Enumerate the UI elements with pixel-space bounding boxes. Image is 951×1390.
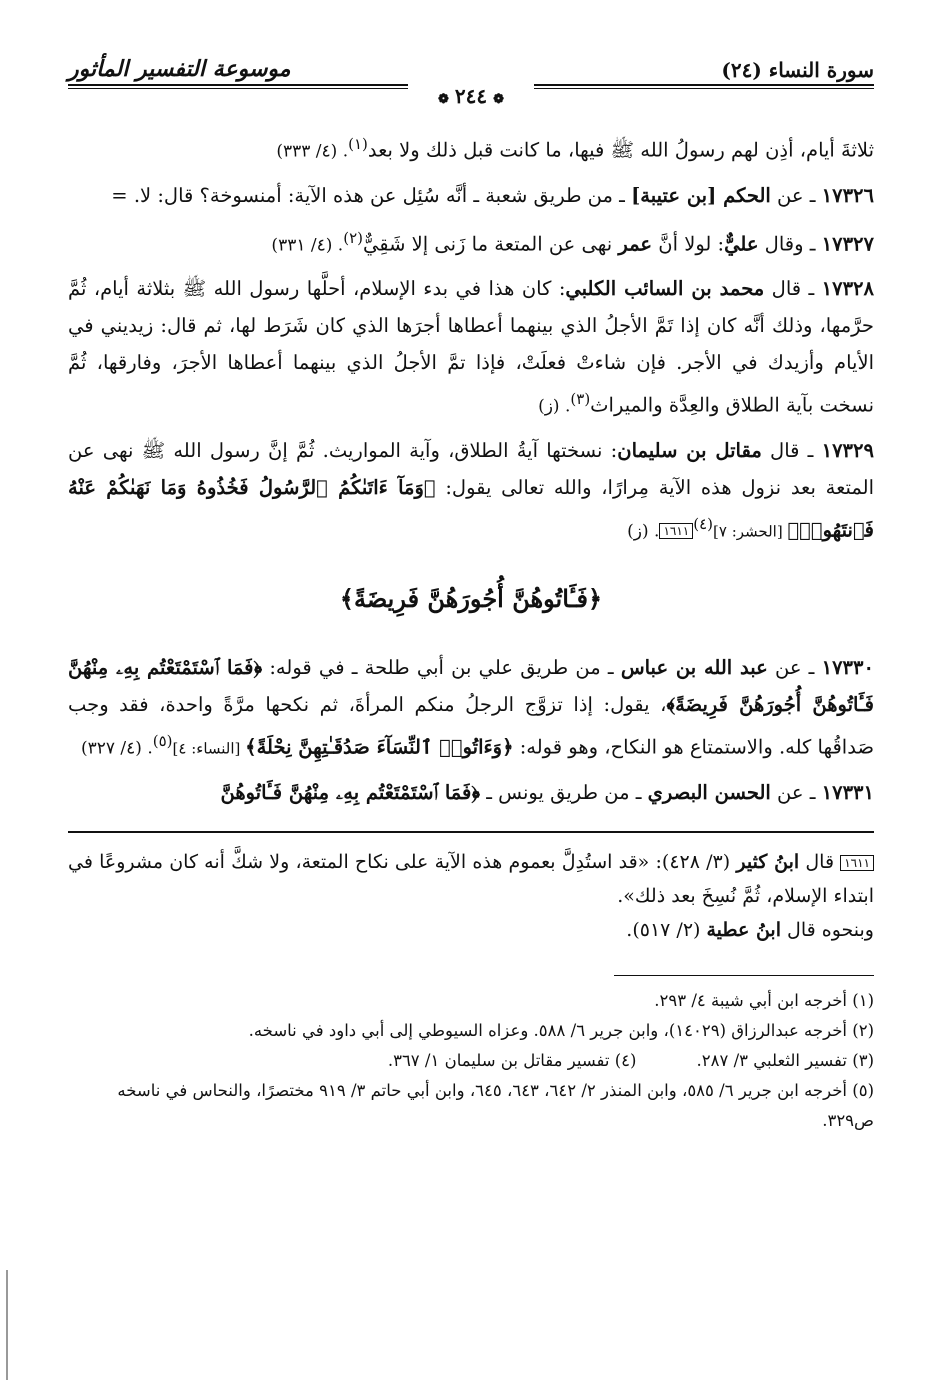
section-divider bbox=[68, 831, 874, 833]
verse-heading: ﴿فَـَٔاتُوهُنَّ أُجُورَهُنَّ فَرِيضَةً﴾ bbox=[339, 584, 603, 613]
page-number-value: ٢٤٤ bbox=[454, 84, 488, 108]
narrator-name: الحسن البصري bbox=[647, 780, 771, 804]
editor-note: ١٦١١ قال ابنُ كثير (٣/ ٤٢٨): «قد استُدِلَّ بعموم هذه الآية على نكاح المتعة، ولا شكَّ أنه كان مشروعًا في ابتداء الإسلام، ثُمَّ نُسِخَ بعد ذلك». وبنحوه قال ابنُ عطية (٢/ ٥١٧). bbox=[68, 850, 874, 941]
entry-number: ١٧٣٣١ bbox=[821, 780, 874, 804]
footnote-marker[interactable]: (٢) bbox=[343, 228, 363, 247]
footnote-divider bbox=[614, 975, 874, 976]
narrator-name: محمد بن السائب الكلبي bbox=[565, 277, 765, 300]
entry-number: ١٧٣٢٦ bbox=[821, 183, 874, 207]
page-number bbox=[68, 84, 874, 108]
quran-verse: ﴿وَءَاتُوا۟ ٱلنِّسَآءَ صَدُقَـٰتِهِنَّ نِحْلَةً﴾ bbox=[245, 735, 514, 759]
narrator-name: عليٌّ bbox=[724, 232, 759, 255]
header-book-title: موسوعة التفسير المأثور bbox=[68, 56, 291, 82]
entry-17331: ١٧٣٣١ ـ عن الحسن البصري ـ من طريق يونس ـ ﴿فَمَا ٱسْتَمْتَعْتُم بِهِۦ مِنْهُنَّ فَـَٔاتُوهُنَّ bbox=[220, 780, 874, 804]
narrator-name: مقاتل بن سليمان bbox=[617, 438, 762, 462]
narrator-name: عبد الله بن عباس bbox=[620, 656, 768, 679]
verse-reference: [النساء: ٤] bbox=[172, 739, 246, 758]
footnote-marker[interactable]: (٤) bbox=[693, 514, 714, 533]
entry-17330: ١٧٣٣٠ ـ عن عبد الله بن عباس ـ من طريق علي بن أبي طلحة ـ في قوله: ﴿فَمَا ٱسْتَمْتَعْتُم بِهِۦ مِنْهُنَّ فَـَٔاتُوهُنَّ أُجُورَهُنَّ فَرِيضَةً﴾، يقول: إذا تزوَّج الرجلُ منكم المرأةَ، ثم نكحها مرَّةً واحدة، فقد وجب صَداقُها كله. والاستمتاع هو النكاح، وهو قوله: ﴿وَءَاتُوا۟ ٱلنِّسَآءَ صَدُقَـٰتِهِنَّ نِحْلَةً﴾ [النساء: ٤]$^{(٥)}$. (٤/ ٣٢٧) bbox=[68, 656, 874, 759]
entry-number: ١٧٣٢٨ bbox=[821, 277, 874, 300]
footnote-3: (٣) تفسير الثعلبي ٣/ ٢٨٧. bbox=[696, 1050, 874, 1070]
quran-verse: ﴿فَمَا ٱسْتَمْتَعْتُم بِهِۦ مِنْهُنَّ فَـَٔاتُوهُنَّ أُجُورَهُنَّ فَرِيضَةً﴾ bbox=[68, 656, 874, 716]
margin-mark bbox=[6, 1270, 8, 1380]
quran-verse: ﴿فَمَا ٱسْتَمْتَعْتُم بِهِۦ مِنْهُنَّ فَـَٔاتُوهُنَّ bbox=[220, 780, 480, 804]
entry-17327: ١٧٣٢٧ ـ وقال عليٌّ: لولا أنَّ عمر نهى عن المتعة ما زَنى إلا شَقِيٌّ$^{(٢)}$. (٤/ ٣٣١) bbox=[271, 228, 874, 255]
person-name: عمر bbox=[618, 232, 653, 255]
footnote-marker[interactable]: (١) bbox=[348, 135, 368, 153]
verse-reference: [الحشر: ٧] bbox=[713, 522, 788, 540]
entry-continuation: ثلاثةَ أيام، أذِن لهم رسولُ الله ﷺ فيها، ما كانت قبل ذلك ولا بعد$^{(١)}$. (٤/ ٣٣٣) bbox=[276, 135, 874, 162]
entry-number: ١٧٣٣٠ bbox=[821, 656, 874, 679]
footnote-4: (٤) تفسير مقاتل بن سليمان ١/ ٣٦٧. bbox=[387, 1050, 637, 1070]
entry-17328: ١٧٣٢٨ ـ قال محمد بن السائب الكلبي: كان هذا في بدء الإسلام، أحلَّها رسول الله ﷺ بثلاثة أيام، ثُمَّ حرَّمها، وذلك أنَّه كان إذا تَمَّ الأجلُ الذي بينهما أعطاها أجرَها الذي كان شَرَط لها، ثم قال: زيديني في الأيام وأزيدك في الأجر. فإن شاءتْ فعلَتْ، فإذا تمَّ الأجلُ الذي بينهما أعطاها الأجرَ، وفارقها، ثُمَّ نسخت بآية الطلاق والعِدَّة والميراث$^{(٣)}$. (ز) bbox=[68, 277, 874, 417]
footnotes bbox=[68, 986, 874, 1136]
page bbox=[68, 50, 874, 1136]
entry-17329: ١٧٣٢٩ ـ قال مقاتل بن سليمان: نسختها آيةُ الطلاق، وآية المواريث. ثُمَّ إنَّ رسول الله ﷺ نهى عن المتعة بعد نزول هذه الآية مِرارًا، والله تعالى يقول: ﴿وَمَآ ءَاتَىٰكُمُ ٱلرَّسُولُ فَخُذُوهُ وَمَا نَهَىٰكُمْ عَنْهُ فَٱنتَهُوا۟﴾ [الحشر: ٧]$^{(٤)}$١٦١١. (ز) bbox=[68, 438, 874, 541]
footnote-marker[interactable]: (٥) bbox=[152, 732, 173, 750]
running-header bbox=[68, 50, 874, 112]
note-number-box: ١٦١١ bbox=[840, 855, 874, 871]
scholar-name: ابنُ عطية bbox=[706, 918, 781, 941]
quran-verse: ﴿وَمَآ ءَاتَىٰكُمُ ٱلرَّسُولُ فَخُذُوهُ وَمَا نَهَىٰكُمْ عَنْهُ فَٱنتَهُوا۟﴾ bbox=[68, 475, 874, 541]
ornament-icon: ❁ bbox=[493, 92, 505, 107]
scholar-name: ابنُ كثير bbox=[736, 850, 800, 873]
footnote-marker[interactable]: (٣) bbox=[570, 390, 591, 408]
narrator-name: الحكم [بن عتيبة] bbox=[631, 183, 771, 207]
footnote-1: (١) أخرجه ابن أبي شيبة ٤/ ٢٩٣. bbox=[654, 990, 874, 1010]
footnote-5: (٥) أخرجه ابن جرير ٦/ ٥٨٥، وابن المنذر ٢/ ٦٤٢، ٦٤٣، ٦٤٥، وابن أبي حاتم ٣/ ٩١٩ مختصرًا، والنحاس في ناسخه ص٣٢٩. bbox=[117, 1080, 874, 1130]
entry-number: ١٧٣٢٩ bbox=[821, 438, 874, 462]
header-surah-title: سورة النساء (٢٤) bbox=[721, 58, 874, 82]
footnote-2: (٢) أخرجه عبدالرزاق (١٤٠٢٩)، وابن جرير ٦/ ٥٨٨. وعزاه السيوطي إلى أبي داود في ناسخه. bbox=[248, 1020, 874, 1040]
ornament-icon: ❁ bbox=[437, 92, 449, 107]
note-reference-box[interactable]: ١٦١١ bbox=[659, 523, 693, 539]
entry-17326: ١٧٣٢٦ ـ عن الحكم [بن عتيبة] ـ من طريق شعبة ـ أنَّه سُئِل عن هذه الآية: أمنسوخة؟ قال: لا. = bbox=[111, 183, 874, 207]
entry-number: ١٧٣٢٧ bbox=[821, 232, 874, 255]
